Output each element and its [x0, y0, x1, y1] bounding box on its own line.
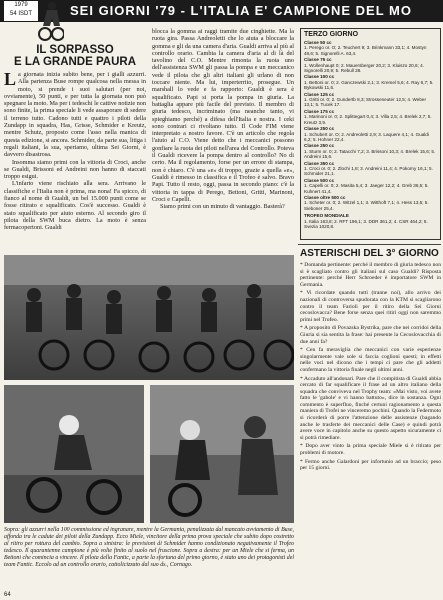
results-class-text: 1. Croci or. 0; 2. Zlochi 1,8; 3. Andreini 11,4; 4. Pokorny 16,1; 5. Schmider 21,1. — [304, 165, 433, 177]
article-headline — [4, 44, 146, 68]
results-class-text: 1. Gritti or. 0; 2. Gundertb 8,3; Strosseneuter 12,5; 4. Weber 13,1; 5. Tucek 17. — [304, 97, 426, 108]
photo-rider-fallen-image — [4, 385, 144, 523]
results-class-text: 1. Perego or. O; 2. Teuchert 9; 3. Brinkmann 33,1; 4. Mostyn 48,6; 5. Signorelli A. 63,4. — [304, 45, 427, 56]
results-class-name: Classe 500 cc — [304, 177, 335, 183]
logo-year: 1979 — [14, 2, 28, 8]
page-header — [0, 0, 443, 22]
rider-silhouette-icon — [38, 0, 64, 42]
page-number: 64 — [4, 592, 11, 598]
article-paragraph — [4, 71, 146, 159]
results-class-name: Classe 175 cc — [304, 108, 335, 114]
article-paragraph: blocca la gomma ai raggi tramite due cinghiette. Ma la ruota gira. Passa Andreoletti che lo aiuta a bloccare la gomma e gli da una camera d'aria. Gualdi arriva al più al controllo orario. Cambia la camera d'aria al di là del tavolino del C.O. Mentre rimonta la ruota uno dell'assistenza SWM gli passa la pompa e un meccanico vede il pilota che gli altri italiani gli urlano di non toccare niente. Ma lui, imperterrito, prosegue. Un marshall lo vede e fa rapporto: Gualdi è sera è squalificato. Papi si porta la pompa in giuria. La battaglia appare più facile del previsto. Il membro di giuria tedesco, incriminato (ma neanche tanto, vi spieghiamo perché) a difesa dell'Italia e nostra. I ceki sono contrari ci rivoltano tutto. Il Code FIM viene interpretato a nostro favore. C'è un articolo che regola l'aiuto al C.O. Viene detto che i meccanici possono gonfiare la ruota dei piloti nell'area del Controllo. Poteva il Gualdi ricevere la pompa dentro al controllo? No di certo. Ma il regolamento, forse per un errore di stampa, non è chiaro. C'è una «e» di troppo, grazie a quella «e», Gualdi è rimesso in classifica e il Trofeo è salvo. Bravo Papi. Tutto il resto, oggi, passa in secondo piano: c'è la vittoria in tappa di Perego, Bettoni, Gritti, Marinoni, Croci e Capelli. — [152, 28, 294, 203]
photo-caption: Sopra: gli azzurri nella 100 commissione ed ingranare, mentre la Germania, penalizzata dal mancato avviamento di Buse, affonda tra le cadute dei piloti della Zundapp. Ecco Miele, vincitore della prima prova speciale che subito dopo costretto al ritiro per rottura del cambio. Sopra a sinistra: le previsioni di Schmider hanno condizionato negativamente il Trofeo tedesco. Il quarantenne campione è più volte finito al suolo nel fruscione. Sopra a destra: per un Miele che si ferma, un Bettoni che comincia a vincere. Il pilota della Fantic, a parte la sfortuna del primo giorno, è stato uno dei protagonisti del team Fantic. Eccolo ad un controllo orario, cattolicizzato dal suo ds., Cornago. — [4, 527, 294, 568]
asterisks-column — [300, 248, 441, 474]
asterisks-title: ASTERISCHI DEL 3° GIORNO — [300, 248, 439, 259]
results-box — [300, 28, 441, 240]
results-class-text: 1. Marinoni or. 0; 2. Splittegart 0,4; 3. Villa 2,5; 4. Brelek 2,7; 5. Kreutz 3,9. — [304, 114, 432, 125]
paragraph-text: a giornata inizia subito bene, per i gialli azzurri. Alla partenza Buse rompe qualcosa nella messa in moto, si prende i suoi salutari (per noi, ovviamente), 50 punti, e per tutta la giornata non può spegnare la moto. Ma per i tedeschi le cattive notizie non sono finite, la prima speciale li vede assaporare di sedere il terreno tutto. Cadono tutti e quattro i piloti della Zundapp in squadra, Has, Grisse, Schmider e Kreutz, mentre Schutz, proposto come l'asso nella manica di questa edizione, si ancora. Schmider, da parte sua, litiga i regali italiani, la sua, speriamo, ultima Sei Giorni, è davvero disastrosa. — [4, 71, 146, 159]
results-class-name: Classe 250 cc — [304, 126, 335, 132]
results-class-name: Classe oltre 500 cc — [304, 194, 346, 200]
photo-rider-fallen — [4, 385, 144, 523]
results-class-text: 1. Bettoni or. 0; 2. Ganczewski 2,1; 3. Kremel 5,6; 4. Ray 6,7; 5. Bykowski 11,6. — [304, 79, 434, 91]
headline-line-1: IL SORPASSO — [36, 44, 114, 56]
results-class-name: Classe 250 cc — [304, 143, 335, 149]
photo-rider-checkpoint-image — [150, 385, 294, 523]
asterisks-list — [300, 262, 441, 472]
photo-rider-checkpoint — [150, 385, 294, 523]
results-title: TERZO GIORNO — [304, 31, 359, 38]
results-class-text: 1. Wollenhaupt 0; 2. Mauersberger 20,2; 3. Kluiszo 20,6; 4. Signorelli 20,9; 5. Rebull 28. — [304, 62, 424, 74]
results-class-text: 1. Schubert or. O; 2. Andreoletti 2,9; 3. Laquere 4,1; 4. Gualdi 6,2; 5. Hohner 22,4. — [304, 131, 429, 142]
asterisk-item: * Cen fa meraviglia che meccanici con varie esperienze singolarmente vale sole si faccia coglioni questi; in effetti nelle voci nel dicono che i tempi ci pare che gli addetti confermano la vittoria finale negli ultimi anni. — [300, 347, 441, 373]
results-class-name: Classe 75 cc — [304, 57, 332, 63]
results-class-text: 1. Sturm or. 0; 2. Tatacchi 7,2; 3. Brissoni 10,3; 4. Brelek 15,6; 5. Andreini 15,6. — [304, 148, 436, 160]
logo-sub: 54 ISDT — [9, 11, 32, 17]
article-paragraph: Siamo primi con un minuto di vantaggio. Basterà? — [160, 203, 285, 211]
results-class-name: Classe 125 cc — [304, 91, 335, 97]
article-paragraph: L'infarto viene rischiato alla sera. Arrivano le classifiche e l'Italia non è prima, ma nona! Fa spicco, di fianco al nome di Gualdi, un bel 15.000 punti come se fosse ritirato e squalificato. Cos'è successo. Gualdi è stato squalificato per aiuto esterno. Al secondo giro il pilota della SWM buca dietro. La moto è senza fermacopertoni. Gualdi — [4, 180, 146, 232]
results-classes — [304, 40, 437, 211]
dropcap-letter: L — [4, 69, 17, 89]
headline-line-2: E LA GRANDE PAURA — [13, 56, 137, 68]
asterisk-item: * Accaduto all'andonari. Pare che il compitista di Gualdi abbia cercato di far squalificare il frase ad un altro italiano della squadra che conviveva nel Trophy team: «Mai visto, voi avete fatto le 'gabole' e vi hanno battuto», dice in sostanza. Ogni commento è superfluo, finché certuni ragionamento a questa maniera di Trofei ne vinceremo pochini. Quando la Federmoto si ricorderà di porre l'attenzione delle assistenze (bagando anche le trasferte dei meccanici delle Case) e quindi potrà avere voce in capitolo anche su questo aspetto sicuramente ci si potrà rimediare. — [300, 375, 441, 441]
article-paragraph: Insomma siamo primi con la vittoria di Croci, anche se Gualdi, Brissoni ed Andreini non hanno di staccati troppo esigui. — [4, 158, 146, 181]
page-title: SEI GIORNI '79 - L'ITALIA E' CAMPIONE DEL MO — [70, 3, 412, 18]
trophy-results: 1. Italia 163,8; 2. RFT 196,1; 3. DDR 361,2; 4. CSR 464,2; 5. Svezia 1020,8. — [304, 218, 428, 229]
divider — [298, 244, 441, 245]
results-class-name: Classe 100 cc — [304, 74, 335, 80]
trophy-title: TROFEO MONDIALE — [304, 213, 349, 219]
results-class-name: Classe 50 cc — [304, 40, 332, 45]
article-column-2 — [152, 28, 294, 210]
isdt-logo — [4, 1, 38, 21]
photo-riders-start-image — [4, 255, 294, 380]
results-class-text: 1. Scheter or. 0; 2. Witzel 1,1; 3. Witthoft 7,1; 4. Hess 13,5; 5. Sieboner 25,4. — [304, 200, 429, 211]
photo-riders-start — [4, 255, 294, 380]
results-class-name: Classe 350 cc — [304, 160, 335, 166]
asterisk-item: * Domanda pertinente: perché il membro di giuria tedesco non si è scagliato contro gli italiani sul caso Gualdi? Risposta pertinente: perché Herr Schroeder è importatore SWM in Germania. — [300, 262, 441, 288]
results-class-text: 1. Capelli or. 0; 2. Masita 5,4; 3. Jaeger 12,2; 4. Greb 36,5; 5. Kuhnert 41,4. — [304, 183, 429, 194]
asterisk-item: * Fermo anche Galardoni per infortunio ad un braccio; peso per 15 giorni. — [300, 458, 441, 472]
asterisk-item: * A proposito di Povazska Bystrika, pare che nei corridoi della Giuria si sia sentita la frase: hai presente la Cecoslovacchia di due anni fa? — [300, 325, 441, 345]
asterisk-item: * Dopo aver vinto la prima speciale Miele si è ritirato per problemi di motore. — [300, 443, 441, 457]
article-column-1 — [4, 44, 146, 232]
asterisk-item: * Vi ricordate quando tutti (tranne noi), allo arrivo dei nazionali di controversa spudorata con la KTM si scagliarono contro il team Farioli per il ritiro della Sei Giorni cecoslovacca? Bene forse senza quei ritiri oggi non saremmo primi nel Trofeo. — [300, 290, 441, 323]
